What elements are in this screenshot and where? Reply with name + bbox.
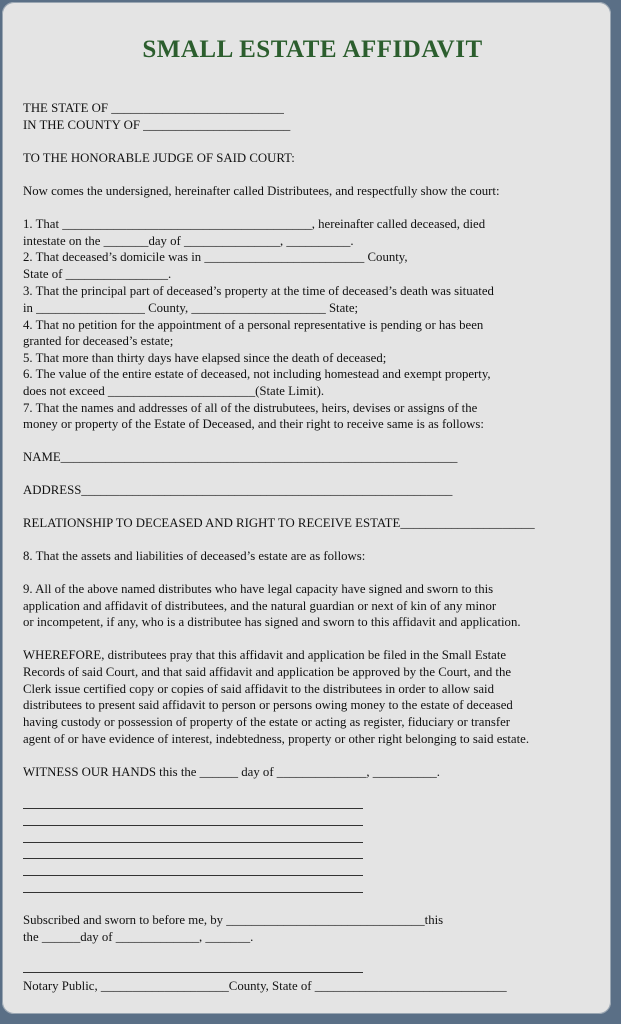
item-8-line: 8. That the assets and liabilities of deceased’s estate are as follows: (23, 549, 366, 563)
item-9-line-1: 9. All of the above named distributes who have legal capacity have signed and sworn to this (23, 582, 494, 596)
item-2-line-1: 2. That deceased’s domicile was in _________________________ County, (23, 250, 408, 264)
signature-line (23, 842, 363, 843)
intro-paragraph: Now comes the undersigned, hereinafter called Distributees, and respectfully show the court: (23, 184, 500, 198)
wherefore-line-4: distributees to present said affidavit to person or persons owing money to the estate of deceased (23, 698, 513, 712)
signature-line (23, 825, 363, 826)
notary-line: Notary Public, ____________________County, State of ______________________________ (23, 979, 507, 993)
item-9-line-2: application and affidavit of distributees, and the natural guardian or next of kin of any minor (23, 599, 497, 613)
item-3-line-2: in _________________ County, _____________________ State; (23, 301, 359, 315)
subscribed-line-1: Subscribed and sworn to before me, by _______________________________this (23, 913, 444, 927)
wherefore-line-6: agent of or have evidence of interest, indebtedness, property or other right belonging to said estate. (23, 732, 530, 746)
document-page (2, 2, 611, 1014)
name-field: NAME______________________________________________________________ (23, 450, 458, 464)
item-2-line-2: State of ________________. (23, 267, 172, 281)
subscribed-line-2: the ______day of _____________, _______. (23, 930, 254, 944)
item-7-line-2: money or property of the Estate of Deceased, and their right to receive same is as follows: (23, 417, 484, 431)
address-field: ADDRESS__________________________________________________________ (23, 483, 453, 497)
item-6-line-2: does not exceed _______________________(State Limit). (23, 384, 325, 398)
county-line: IN THE COUNTY OF _______________________ (23, 118, 291, 132)
item-4-line-2: granted for deceased’s estate; (23, 334, 174, 348)
wherefore-line-1: WHEREFORE, distributees pray that this affidavit and application be filed in the Small Estate (23, 648, 507, 662)
document-title: SMALL ESTATE AFFIDAVIT (142, 36, 483, 63)
state-line: THE STATE OF ___________________________ (23, 101, 284, 115)
wherefore-line-5: having custody or possession of property of the estate or acting as register, fiduciary or transfer (23, 715, 511, 729)
wherefore-line-2: Records of said Court, and that said affidavit and application be approved by the Court, and the (23, 665, 512, 679)
signature-line (23, 858, 363, 859)
item-7-line-1: 7. That the names and addresses of all of the distrubutees, heirs, devises or assigns of the (23, 401, 478, 415)
signature-line (23, 875, 363, 876)
item-6-line-1: 6. The value of the entire estate of deceased, not including homestead and exempt property, (23, 367, 491, 381)
notary-signature-line (23, 972, 363, 973)
relationship-field: RELATIONSHIP TO DECEASED AND RIGHT TO RECEIVE ESTATE_____________________ (23, 516, 535, 530)
salutation: TO THE HONORABLE JUDGE OF SAID COURT: (23, 151, 295, 165)
item-1-line-1: 1. That _______________________________________, hereinafter called deceased, died (23, 217, 486, 231)
signature-line (23, 892, 363, 893)
item-3-line-1: 3. That the principal part of deceased’s property at the time of deceased’s death was situated (23, 284, 494, 298)
item-5-line: 5. That more than thirty days have elapsed since the death of deceased; (23, 351, 387, 365)
item-4-line-1: 4. That no petition for the appointment of a personal representative is pending or has been (23, 318, 484, 332)
wherefore-line-3: Clerk issue certified copy or copies of said affidavit to the distributees in order to allow said (23, 682, 494, 696)
item-9-line-3: or incompetent, if any, who is a distributee has signed and sworn to this affidavit and application. (23, 615, 521, 629)
signature-line (23, 808, 363, 809)
item-1-line-2: intestate on the _______day of _______________, __________. (23, 234, 354, 248)
witness-line: WITNESS OUR HANDS this the ______ day of ______________, __________. (23, 765, 440, 779)
